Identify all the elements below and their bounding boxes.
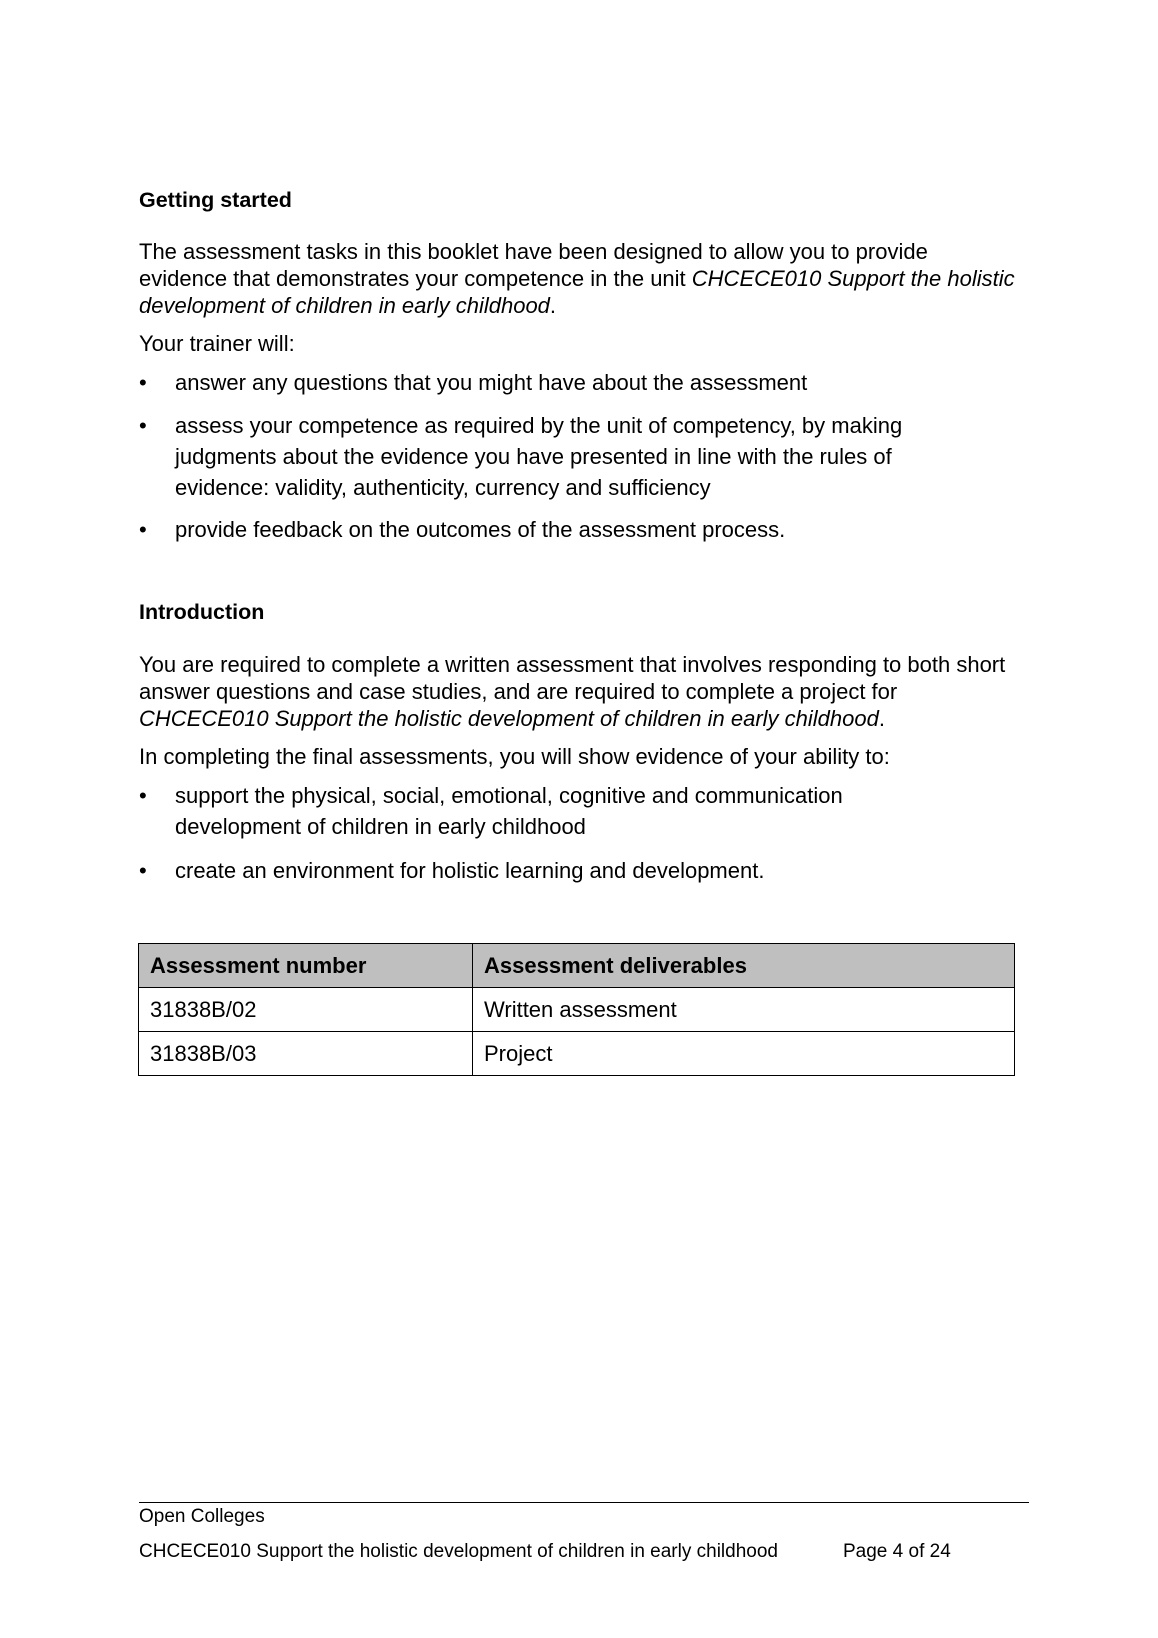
bullet-icon: • bbox=[139, 370, 147, 395]
introduction-text: You are required to complete a written assessment that involves responding to both short answer questions and case studies, and are required to complete a project for bbox=[139, 652, 1006, 704]
unit-title-italic: CHCECE010 Support the holistic development of children in early childhood bbox=[139, 266, 1015, 318]
table-header-row bbox=[139, 944, 1015, 988]
header-assessment-deliverables: Assessment deliverables bbox=[473, 944, 1015, 988]
introduction-lead: In completing the final assessments, you will show evidence of your ability to: bbox=[139, 744, 890, 769]
list-item-text: assess your competence as required by the unit of competency, by making judgments about the evidence you have presented in line with the rules of evidence: validity, authenticity, currency and sufficiency bbox=[175, 413, 903, 500]
footer-divider bbox=[139, 1502, 1029, 1503]
bullet-icon: • bbox=[139, 783, 147, 808]
introduction-end: . bbox=[878, 706, 885, 731]
assessment-number-cell: 31838B/02 bbox=[139, 988, 473, 1032]
getting-started-heading: Getting started bbox=[139, 188, 292, 212]
assessment-deliverable-cell: Project bbox=[473, 1032, 1015, 1076]
introduction-paragraph bbox=[139, 651, 1019, 732]
introduction-heading: Introduction bbox=[139, 600, 265, 624]
header-assessment-number: Assessment number bbox=[139, 944, 473, 988]
intro-end: . bbox=[549, 293, 557, 318]
list-item-text: support the physical, social, emotional, cognitive and communication development of children in early childhood bbox=[175, 783, 843, 839]
footer-org: Open Colleges bbox=[139, 1506, 265, 1527]
footer-unit-title: CHCECE010 Support the holistic development of children in early childhood bbox=[139, 1541, 778, 1562]
unit-title-italic: CHCECE010 Support the holistic development of children in early childhood bbox=[139, 706, 879, 731]
footer-page-number: Page 4 of 24 bbox=[843, 1541, 951, 1562]
intro-text: The assessment tasks in this booklet have been designed to allow you to provide evidence that demonstrates your competence in the unit bbox=[139, 239, 928, 291]
bullet-icon: • bbox=[139, 517, 147, 542]
list-item-text: create an environment for holistic learning and development. bbox=[175, 858, 765, 883]
bullet-icon: • bbox=[139, 858, 147, 883]
list-item-text: provide feedback on the outcomes of the assessment process. bbox=[175, 517, 786, 542]
assessment-number-cell: 31838B/03 bbox=[139, 1032, 473, 1076]
list-item-text: answer any questions that you might have about the assessment bbox=[175, 370, 808, 395]
assessment-table bbox=[138, 943, 1015, 1076]
trainer-lead: Your trainer will: bbox=[139, 331, 295, 356]
assessment-deliverable-cell: Written assessment bbox=[473, 988, 1015, 1032]
table-row bbox=[139, 1032, 1015, 1076]
table-row bbox=[139, 988, 1015, 1032]
bullet-icon: • bbox=[139, 413, 147, 438]
getting-started-intro bbox=[139, 238, 1019, 319]
